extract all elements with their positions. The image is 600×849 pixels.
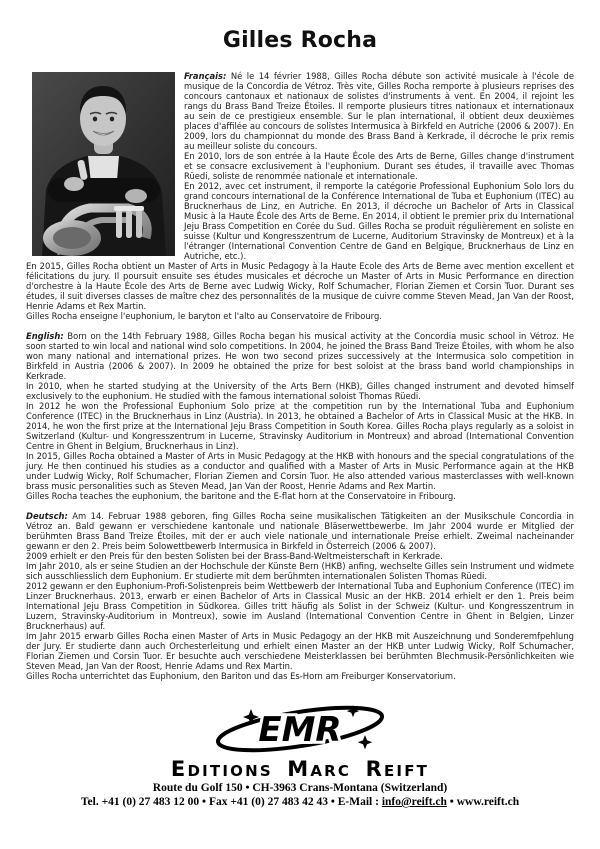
bio-paragraph: Im Jahr 2010, als er seine Studien an der Hochschule der Künste Bern (HKB) anfing, wechselte Gilles sein Instrument und widmete sich ausschliesslich dem Euphonium. Er studierte mit dem berühmten internationalen Solisten Thomas Rüedi. bbox=[26, 561, 574, 581]
publisher-footer bbox=[0, 701, 600, 809]
fax-number: Fax +41 (0) 27 483 42 43 bbox=[208, 796, 328, 808]
logo-emr-text: EMR bbox=[258, 710, 342, 750]
bio-paragraph: Gilles Rocha enseigne l'euphonium, le baryton et l'alto au Conservatoire de Fribourg. bbox=[26, 311, 382, 321]
emr-logo bbox=[205, 701, 395, 757]
bio-paragraph bbox=[26, 331, 574, 381]
email-link[interactable]: info@reift.ch bbox=[381, 796, 447, 808]
artist-photo bbox=[32, 72, 175, 256]
bio-paragraph: Gilles Rocha unterrichtet das Euphonium, den Bariton und das Es-Horn am Freiburger Konservatorium. bbox=[26, 671, 456, 681]
bio-paragraph: In 2015, Gilles Rocha obtained a Master of Arts in Music Pedagogy at the HKB with honours and the special congratulations of the jury. He then continued his studies as a conductor and qualified with a Master of Arts in Music Performance again at the HKB under Ludwig Wicky, Rolf Schumacher, Florian Ziemen and Corsin Tuor. He also attended various masterclasses with well-known brass music personalities such as Steven Mead, Jan Van der Roost, Henrie Adams and Rex Martin. bbox=[26, 451, 574, 491]
bio-paragraph: En 2012, avec cet instrument, il remporte la catégorie Professional Euphonium Solo lors du grand concours international de la Conférence International de Tuba et Euphonium (ITEC) au Brucknerhaus de Linz, en Autriche. En 2013, il décroche un Bachelor of Arts in Classical Music à la Haute École des Arts de Berne. En 2014, il obtient le premier prix du International Jeju Brass Competition en Corée du Sud. Gilles Rocha se produit régulièrement en soliste en suisse (Kultur und Kongresszentrum de Lucerne, Auditorium Stravinsky de Montreux) et à la l'étranger (International Convention Centre de Gand en Belgique, Brucknerhaus de Linz en Autriche, etc.). bbox=[184, 181, 574, 261]
bio-paragraph bbox=[26, 511, 574, 551]
publisher-name bbox=[0, 758, 600, 782]
publisher-initial: M bbox=[287, 757, 311, 781]
artist-photo-graphic bbox=[32, 72, 175, 256]
language-label-french: Français: bbox=[184, 71, 227, 81]
email-label: E-Mail : bbox=[337, 796, 379, 808]
star-icon bbox=[358, 735, 372, 749]
bio-paragraph: 2012 gewann er den Euphonium-Profi-Solistenpreis beim Wettbewerb der International Tuba and Euphonium Conference (ITEC) im Linzer Brucknerhaus. 2013, erwarb er einen Bachelor of Arts in Classical Music an der HKB. 2014 erhielt er den 1. Preis beim International Jeju Brass Competition in Südkorea. Gilles tritt häufig als Solist in der Schweiz (Kultur- und Kongresszentrum in Luzern, Stravinsky-Auditorium in Montreux), sowie im Ausland (International Convention Centre in Ghent in Belgien, Linzer Brucknerhaus) auf. bbox=[26, 581, 574, 631]
website-text: www.reift.ch bbox=[456, 796, 520, 808]
bio-paragraph: En 2015, Gilles Rocha obtient un Master of Arts in Music Pedagogy à la Haute Ecole des Arts de Berne avec mention excellent et félicitations du jury. Il poursuit ensuite ses études musicales et décroche un Master of Arts in Music Performance en direction d'orchestre à la Haute École des Arts de Berne avec Ludwig Wicky, Rolf Schumacher, Florian Ziemen et Corsin Tuor. Durant ses études, il suit diverses classes de maître chez des personnalités de la musique de cuivre comme Steven Mead, Jan Van der Roost, Henrie Adams et Rex Martin. bbox=[26, 261, 574, 311]
bio-section-english bbox=[26, 331, 574, 501]
language-label-german: Deutsch: bbox=[26, 511, 68, 521]
bio-paragraph: In 2012 he won the Professional Euphonium Solo prize at the competition run by the International Tuba and Euphonium Conference (ITEC) in the Brucknerhaus in Linz (Austria). In 2013, he obtained a Bachelor of Arts in Classical Music at the HKB. In 2014, he won the first prize at the International Jeju Brass Competition in South Korea. Gilles Rocha plays regularly as a soloist in Switzerland (Kultur- und Kongresszentrum in Lucerne, Stravinsky Auditorium in Montreux) and abroad (International Convention Centre in Ghent in Belgium, Brucknerhaus in Linz). bbox=[26, 401, 574, 451]
publisher-word: ARC bbox=[310, 762, 352, 780]
phone-number: Tel. +41 (0) 27 483 12 00 bbox=[80, 796, 200, 808]
biography-body bbox=[0, 71, 600, 681]
bio-paragraph: En 2010, lors de son entrée à la Haute École des Arts de Berne, Gilles change d'instrument et se consacre exclusivement à l'euphonium. Durant ses études, il travaille avec Thomas Rüedi, soliste de renommée nationale et internationale. bbox=[184, 151, 574, 181]
bio-section-german bbox=[26, 511, 574, 681]
bio-paragraph: In 2010, when he started studying at the University of the Arts Bern (HKB), Gilles changed instrument and devoted himself exclusively to the euphonium. He studied with the famous international soloist Thomas Rüedi. bbox=[26, 381, 574, 401]
bio-text: Born on the 14th February 1988, Gilles Rocha began his musical activity at the Concordia music school in Vétroz. He soon started to win local and national wind solo competitions. In 2004, he joined the Brass Band Treize Étoiles, with whom he also won many national and international prizes. He won two second prizes successively at the Intermusica solo competition in Birkfeld in Austria (2006 & 2007). In 2009 he obtained the prize for best soloist at the brass band world championships in Kerkrade. bbox=[26, 331, 574, 381]
bio-text: Né le 14 février 1988, Gilles Rocha débute son activité musicale à l'école de musique de la Concordia de Vétroz. Très vite, Gilles Rocha remporte à plusieurs reprises des concours cantonaux et nationaux de solistes d'instruments à vent. En 2004, il rejoint les rangs du Brass Band Treize Étoiles. Il remporte plusieurs titres nationaux et internationaux au sein de ce prestigieux ensemble. Sur le plan international, il obtient deux deuxièmes places d'affilée au concours de solistes Intermusica à Birkfeld en Autriche (2006 & 2007). En 2009, lors du championnat du monde des Brass Band à Kerkrade, il décroche le prix remis au meilleur soliste du concours. bbox=[184, 71, 574, 151]
publisher-word: EIFT bbox=[383, 762, 430, 780]
publisher-initial: E bbox=[170, 757, 188, 781]
bio-paragraph: 2009 erhielt er den Preis für den besten Solisten bei der Brass-Band-Weltmeisterschaft in Kerkrade. bbox=[26, 551, 443, 561]
bio-paragraph: Im Jahr 2015 erwarb Gilles Rocha einen Master of Arts in Music Pedagogy an der HKB mit Auszeichnung und Sonderemfpehlung der Jury. Er studierte dann auch Orchesterleitung und erhielt einen Master an der HKB unter Ludwig Wicky, Rolf Schumacher, Florian Ziemen und Corsin Tuor. Er besuchte auch verschiedene Meisterklassen bei berühmten Blechmusik-Persönlichkeiten wie Steven Mead, Jan Van der Roost, Henrie Adams und Rex Martin. bbox=[26, 631, 574, 671]
contact-line bbox=[0, 795, 600, 809]
bullet-separator: • bbox=[202, 796, 207, 808]
publisher-initial: R bbox=[365, 757, 384, 781]
page-title: Gilles Rocha bbox=[222, 28, 378, 53]
address-line: Route du Golf 150 • CH-3963 Crans-Montana (Switzerland) bbox=[152, 782, 448, 794]
bio-paragraph: Gilles Rocha teaches the euphonium, the baritone and the E-flat horn at the Conservatoire in Fribourg. bbox=[26, 491, 456, 501]
bullet-separator: • bbox=[330, 796, 335, 808]
bio-text: Am 14. Februar 1988 geboren, fing Gilles Rocha seine musikalischen Tätigkeiten an der Musikschule Concordia in Vétroz an. Bald gewann er verschiedene kantonale und nationale Bläserwettbewerbe. Im Jahr 2004 wurde er Mitglied der berühmten Brass Band Treize Étoiles, mit der er auch viele nationale und internationale Preise erhielt. Zweimal nacheinander gewann er den 2. Preis beim Solowettbewerb Intermusica in Birkfeld in Österreich (2006 & 2007). bbox=[26, 511, 574, 551]
language-label-english: English: bbox=[26, 331, 64, 341]
publisher-word: DITIONS bbox=[187, 762, 273, 780]
bullet-separator: • bbox=[449, 796, 454, 808]
